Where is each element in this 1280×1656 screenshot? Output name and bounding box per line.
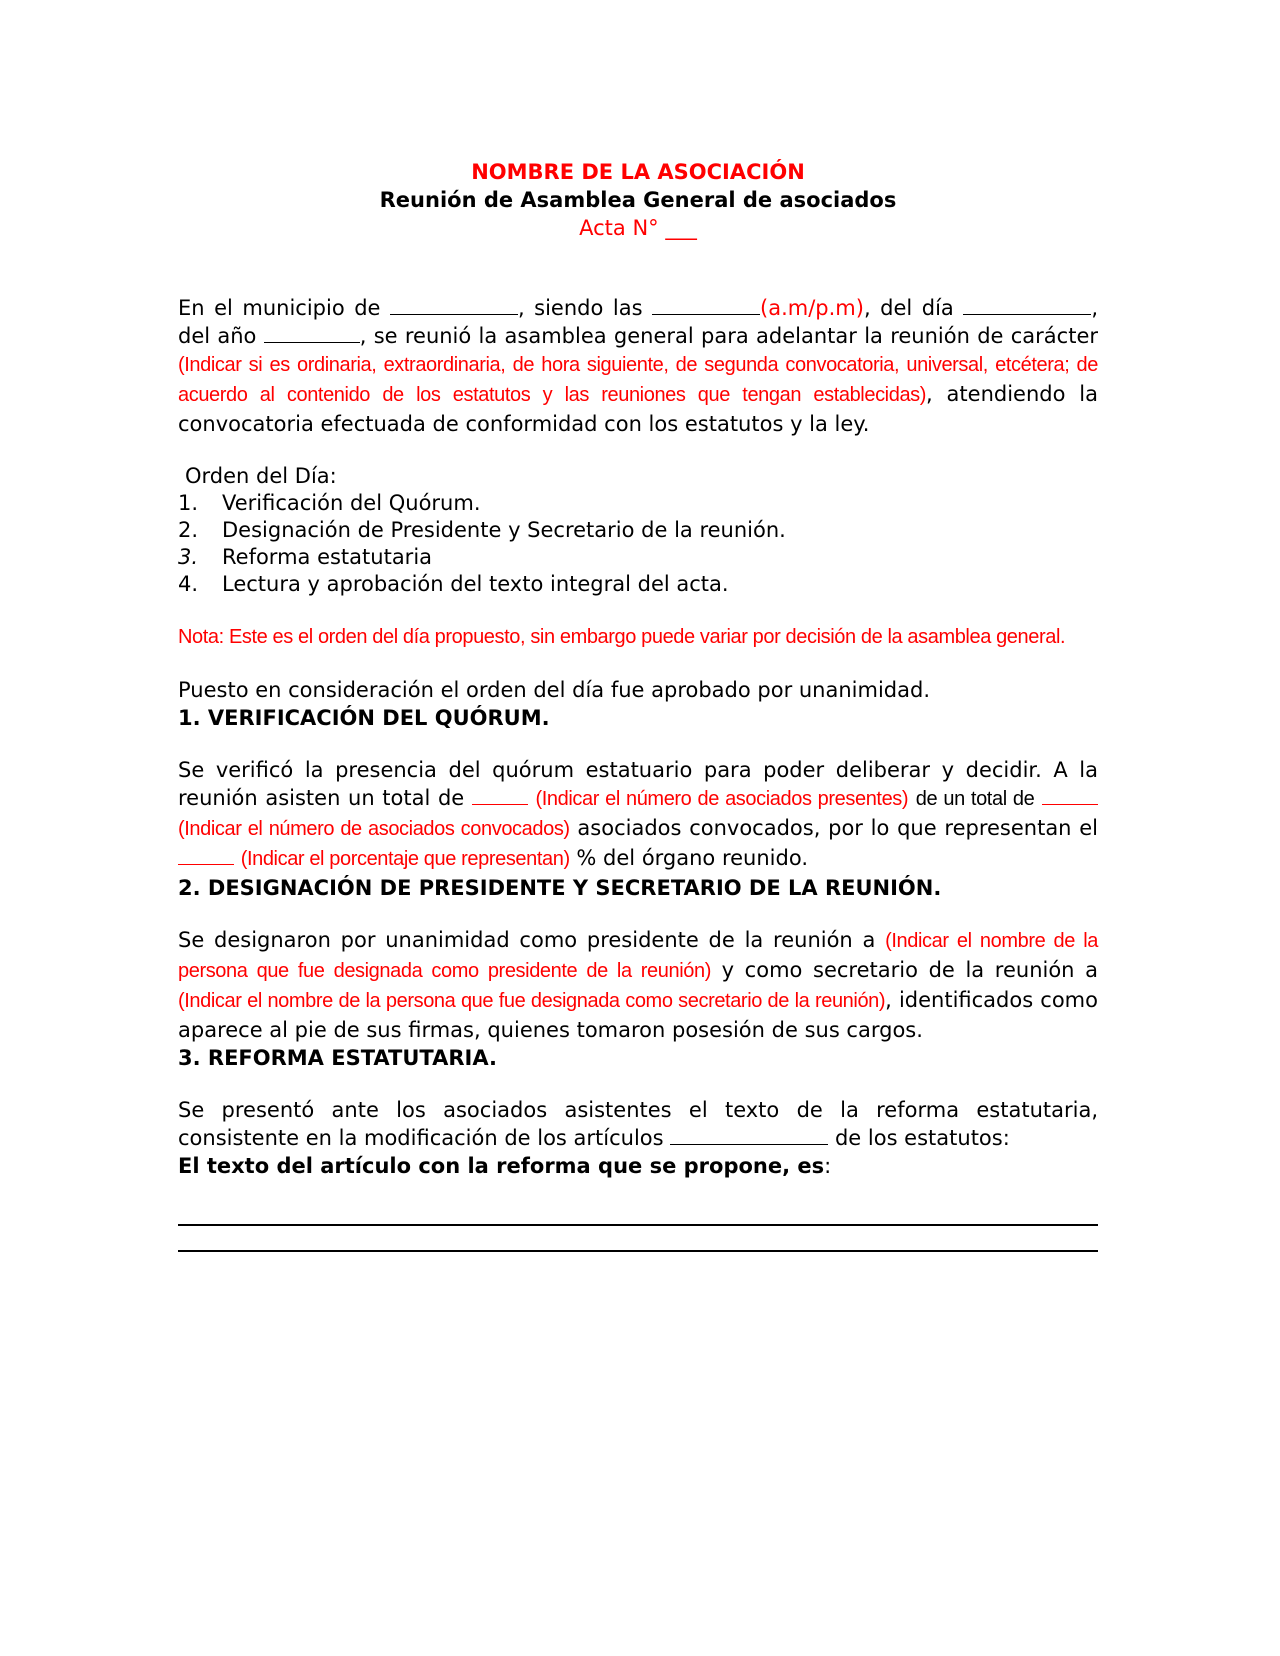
meeting-subtitle: Reunión de Asamblea General de asociados [379,188,897,212]
intro-text: , siendo las [517,296,653,320]
list-item [178,571,1098,598]
section2-heading: 2. DESIGNACIÓN DE PRESIDENTE Y SECRETARIO DE LA REUNIÓN. [178,876,942,900]
section1-text: Se verificó la presencia del quórum estatuario para poder deliberar y decidir. A la reunión asisten un total de [178,758,1098,810]
convocados-blank [1042,786,1098,805]
anio-blank [264,324,360,343]
section2-text: , identificados como aparece al pie de sus firmas, quienes tomaron posesión de sus cargos. [178,988,1098,1042]
list-item [178,517,1098,544]
list-number: 2. [178,518,199,542]
section1-heading: 1. VERIFICACIÓN DEL QUÓRUM. [178,706,550,730]
porcentaje-blank [178,846,234,865]
presentes-blank [472,786,528,805]
section3-heading: 3. REFORMA ESTATUTARIA. [178,1046,497,1070]
nota-paragraph: Nota: Este es el orden del día propuesto, sin embargo puede variar por decisión de la asamblea general. [178,626,1066,648]
list-text: Designación de Presidente y Secretario de la reunión. [222,518,786,542]
aprobado-paragraph: Puesto en consideración el orden del día fue aprobado por unanimidad. [178,678,931,702]
document-header [178,158,1098,242]
section2-text: Se designaron por unanimidad como presidente de la reunión a [178,928,886,952]
list-number: 4. [178,572,199,596]
convocados-note: (Indicar el número de asociados convocados) [178,818,570,840]
section1-text: asociados convocados, por lo que representan el [569,816,1098,840]
intro-text: , atendiendo la convocatoria efectuada de conformidad con los estatutos y la ley. [178,382,1098,436]
dia-blank [963,296,1091,315]
orden-list [178,490,1098,598]
ampm-note: (a.m/p.m) [760,296,864,320]
intro-text: , del año [178,296,1099,348]
list-text: Reforma estatutaria [222,545,433,569]
presidente-note: (Indicar el nombre de la persona que fue designada como presidente de la reunión) [178,930,1098,982]
section3-text: de los estatutos: [828,1126,1010,1150]
list-number: 3. [178,545,199,569]
intro-paragraph [178,294,1098,438]
secretario-note: (Indicar el nombre de la persona que fue designada como secretario de la reunión) [178,990,886,1012]
presentes-note: (Indicar el número de asociados presentes) [535,788,909,810]
section1-paragraph [178,756,1098,874]
acta-number: Acta N° ___ [579,216,697,240]
section3-text: Se presentó ante los asociados asistentes el texto de la reforma estatutaria, consistente en la modificación de los artículos [178,1098,1098,1150]
text-line [178,1250,1098,1252]
list-text: Lectura y aprobación del texto integral del acta. [222,572,729,596]
document-content [178,158,1098,1252]
intro-text: En el municipio de [178,296,390,320]
orden-title: Orden del Día: [185,464,337,488]
organization-name: NOMBRE DE LA ASOCIACIÓN [471,160,805,184]
section2-paragraph [178,926,1098,1044]
list-number: 1. [178,491,199,515]
intro-text: , se reunió la asamblea general para adelantar la reunión de carácter [359,324,1098,348]
intro-text: , del día [863,296,964,320]
articulos-blank [670,1126,828,1145]
list-item [178,490,1098,517]
reforma-bold-text: El texto del artículo con la reforma que se propone, es [178,1154,825,1178]
text-line [178,1224,1098,1226]
section1-text: de un total de [915,788,1035,810]
caracter-note: (Indicar si es ordinaria, extraordinaria, de hora siguiente, de segunda convocatoria, universal, etcétera; de acuerdo al contenido de los estatutos y las reuniones que tengan establecidas) [178,354,1098,406]
list-text: Verificación del Quórum. [222,491,481,515]
section3-paragraph [178,1096,1098,1180]
hora-blank [652,296,760,315]
section2-text: y como secretario de la reunión a [710,958,1098,982]
section3-text: : [824,1154,832,1178]
porcentaje-note: (Indicar el porcentaje que representan) [240,848,570,870]
list-item [178,544,1098,571]
section1-text: % del órgano reunido. [569,846,808,870]
municipio-blank [390,296,518,315]
